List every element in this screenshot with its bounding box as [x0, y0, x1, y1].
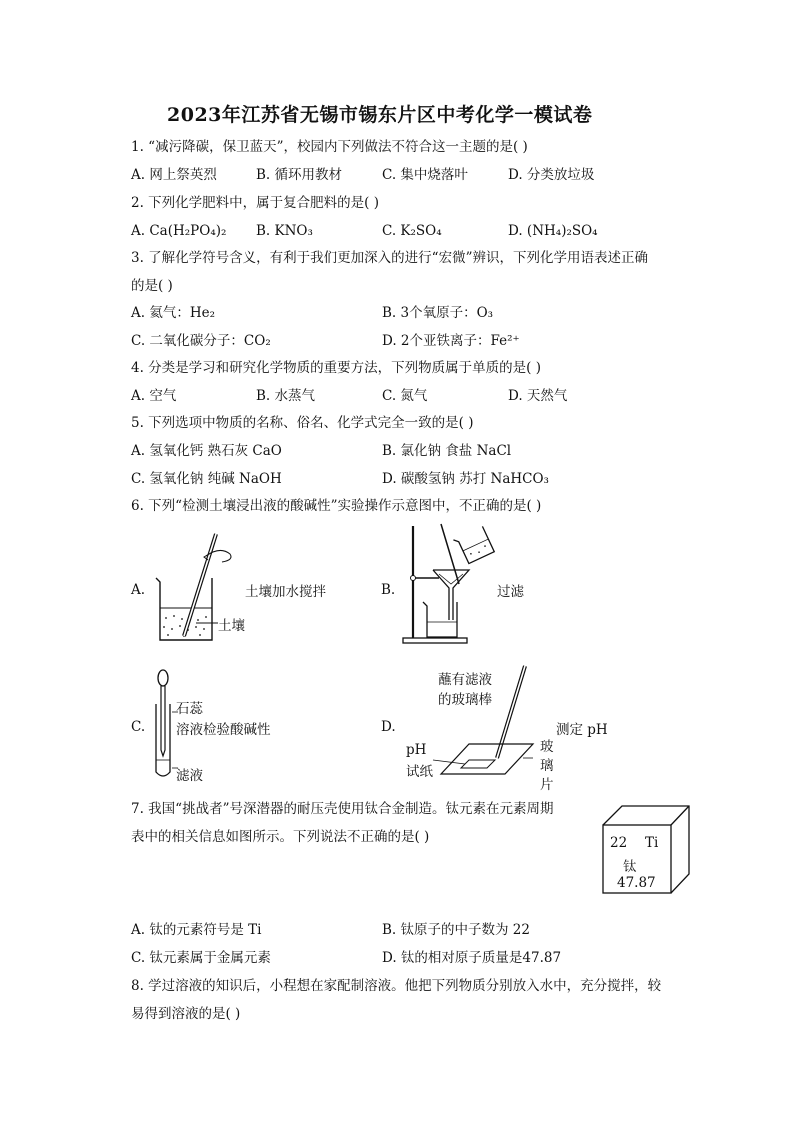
question-1-stem: 1. “减污降碳，保卫蓝天”，校园内下列做法不符合这一主题的是( )	[131, 139, 528, 155]
q3-option-a[interactable]: A. 氦气：He₂	[131, 305, 216, 321]
q6-d-glass-label-3: 片	[540, 777, 554, 793]
q6-d-caption: 测定 pH	[556, 722, 608, 738]
question-3-stem-line2: 的是( )	[131, 278, 173, 294]
q6-b-caption: 过滤	[497, 584, 524, 600]
q5-option-a[interactable]: A. 氢氧化钙 熟石灰 CaO	[131, 443, 282, 459]
q4-option-b[interactable]: B. 水蒸气	[256, 388, 316, 404]
q7-option-c[interactable]: C. 钛元素属于金属元素	[131, 950, 271, 966]
q6-a-soil-label: 土壤	[218, 618, 245, 634]
q4-option-a[interactable]: A. 空气	[131, 388, 177, 404]
q6-d-paper-label-line2: 试纸	[406, 764, 433, 780]
q1-option-d[interactable]: D. 分类放垃圾	[508, 167, 595, 183]
question-4-stem: 4. 分类是学习和研究化学物质的重要方法，下列物质属于单质的是( )	[131, 360, 541, 376]
q7-option-b[interactable]: B. 钛原子的中子数为 22	[382, 922, 530, 938]
q4-option-c[interactable]: C. 氮气	[382, 388, 428, 404]
q4-option-d[interactable]: D. 天然气	[508, 388, 568, 404]
q6-option-a-letter[interactable]: A.	[131, 582, 146, 598]
question-5-stem: 5. 下列选项中物质的名称、俗名、化学式完全一致的是( )	[131, 415, 474, 431]
q6-option-c-letter[interactable]: C.	[131, 719, 146, 735]
q5-option-b[interactable]: B. 氯化钠 食盐 NaCl	[382, 443, 512, 459]
q6-option-b-letter[interactable]: B.	[381, 582, 396, 598]
q7-option-d[interactable]: D. 钛的相对原子质量是47.87	[382, 950, 562, 966]
q2-option-b[interactable]: B. KNO₃	[256, 223, 313, 239]
q6-c-label-filtrate: 滤液	[176, 768, 203, 784]
element-symbol: Ti	[645, 835, 659, 851]
question-6-stem: 6. 下列“检测土壤浸出液的酸碱性”实验操作示意图中，不正确的是( )	[131, 498, 542, 514]
element-atomic-number: 22	[610, 835, 628, 851]
element-name: 钛	[623, 859, 637, 875]
q3-option-c[interactable]: C. 二氧化碳分子：CO₂	[131, 333, 271, 349]
question-8-stem-line1: 8. 学过溶液的知识后，小程想在家配制溶液。他把下列物质分别放入水中，充分搅拌，较	[131, 978, 662, 994]
q6-c-label-litmus: 石蕊	[176, 701, 203, 717]
q3-option-b[interactable]: B. 3个氧原子：O₃	[382, 305, 494, 321]
q2-option-d[interactable]: D. (NH₄)₂SO₄	[508, 223, 598, 239]
question-7-stem-line2: 表中的相关信息如图所示。下列说法不正确的是( )	[131, 829, 430, 845]
q1-option-b[interactable]: B. 循环用教材	[256, 167, 343, 183]
q6-d-rod-label-line2: 的玻璃棒	[438, 692, 492, 708]
q1-option-a[interactable]: A. 网上祭英烈	[131, 167, 217, 183]
q6-d-rod-label-line1: 蘸有滤液	[438, 672, 492, 688]
element-atomic-mass: 47.87	[617, 875, 656, 891]
question-2-stem: 2. 下列化学肥料中，属于复合肥料的是( )	[131, 195, 379, 211]
question-3-stem-line1: 3. 了解化学符号含义，有利于我们更加深入的进行“宏微”辨识，下列化学用语表述正确	[131, 250, 648, 266]
q6-a-caption: 土壤加水搅拌	[245, 584, 326, 600]
page-title: 2023年江苏省无锡市锡东片区中考化学一模试卷	[167, 104, 593, 126]
q6-d-glass-label-1: 玻	[540, 739, 554, 755]
q2-option-c[interactable]: C. K₂SO₄	[382, 223, 442, 239]
q7-option-a[interactable]: A. 钛的元素符号是 Ti	[131, 922, 262, 938]
q6-c-caption: 溶液检验酸碱性	[176, 722, 271, 738]
q5-option-c[interactable]: C. 氢氧化钠 纯碱 NaOH	[131, 471, 282, 487]
question-7-stem-line1: 7. 我国“挑战者”号深潜器的耐压壳使用钛合金制造。钛元素在元素周期	[131, 801, 554, 817]
q2-option-a[interactable]: A. Ca(H₂PO₄)₂	[131, 223, 227, 239]
q6-option-d-letter[interactable]: D.	[381, 719, 396, 735]
q5-option-d[interactable]: D. 碳酸氢钠 苏打 NaHCO₃	[382, 471, 549, 487]
q3-option-d[interactable]: D. 2个亚铁离子：Fe²⁺	[382, 333, 520, 349]
q6-d-glass-label-2: 璃	[540, 758, 554, 774]
question-8-stem-line2: 易得到溶液的是( )	[131, 1006, 241, 1022]
q6-d-paper-label-line1: pH	[406, 742, 427, 758]
q6-option-b-diagram	[395, 522, 505, 647]
q1-option-c[interactable]: C. 集中烧落叶	[382, 167, 468, 183]
q6-option-d-diagram	[425, 662, 535, 782]
